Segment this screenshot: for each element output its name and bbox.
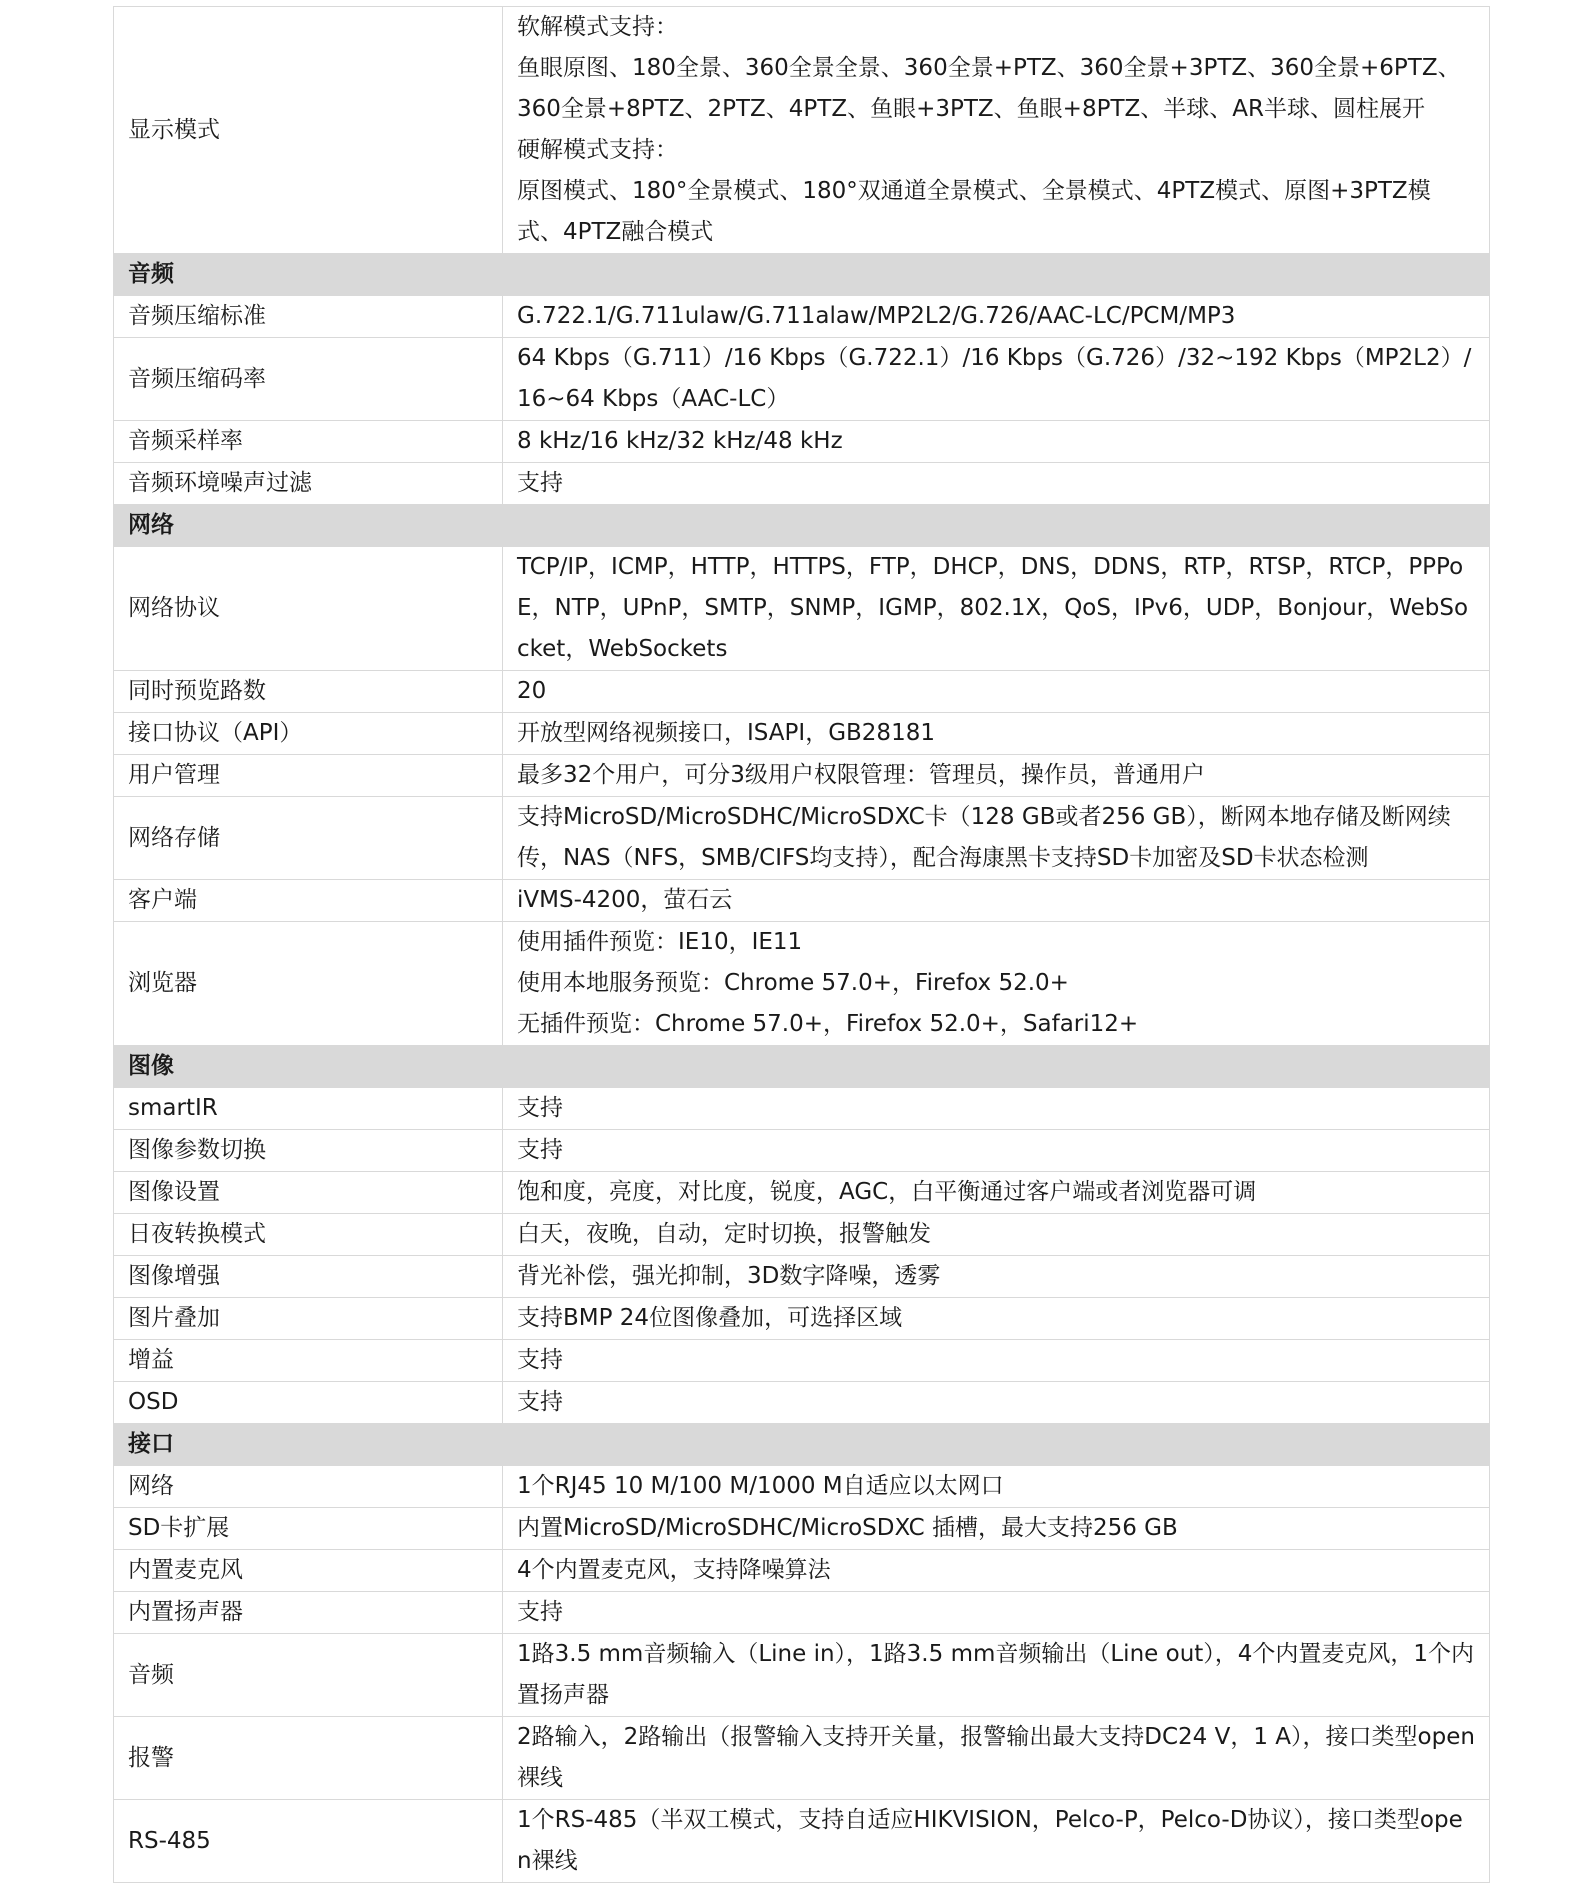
spec-value-line: 4个内置麦克风，支持降噪算法: [517, 1557, 831, 1583]
spec-row: [114, 1130, 1490, 1172]
spec-value: [503, 797, 1490, 880]
spec-value: [503, 1466, 1490, 1508]
spec-value: [503, 7, 1490, 254]
spec-label: 音频压缩标准: [114, 296, 503, 338]
spec-value-line: 开放型网络视频接口，ISAPI，GB28181: [517, 720, 935, 746]
spec-row: [114, 463, 1490, 505]
spec-value-line: 64 Kbps（G.711）/16 Kbps（G.722.1）/16 Kbps（G.726）/32~192 Kbps（MP2L2）/16~64 Kbps（AAC-LC）: [517, 345, 1472, 412]
spec-label: smartIR: [114, 1088, 503, 1130]
spec-value-line: 8 kHz/16 kHz/32 kHz/48 kHz: [517, 428, 843, 454]
spec-value-line: 支持: [517, 1137, 563, 1163]
spec-value: [503, 1256, 1490, 1298]
spec-label: 客户端: [114, 880, 503, 922]
spec-value: [503, 1298, 1490, 1340]
spec-row: [114, 1088, 1490, 1130]
spec-label: 用户管理: [114, 755, 503, 797]
spec-value: [503, 463, 1490, 505]
spec-label: SD卡扩展: [114, 1508, 503, 1550]
spec-sheet: [113, 6, 1475, 1883]
spec-label: 网络存储: [114, 797, 503, 880]
section-title: 接口: [114, 1424, 1490, 1466]
section-title: 音频: [114, 254, 1490, 296]
spec-label: 浏览器: [114, 922, 503, 1046]
spec-value: [503, 338, 1490, 421]
spec-value: [503, 1214, 1490, 1256]
section-header-row: [114, 505, 1490, 547]
spec-label: OSD: [114, 1382, 503, 1424]
spec-value-line: 支持: [517, 1347, 563, 1373]
spec-row: [114, 1340, 1490, 1382]
spec-value-line: 支持: [517, 1095, 563, 1121]
spec-row: [114, 755, 1490, 797]
spec-row: [114, 797, 1490, 880]
spec-value-line: 原图模式、180°全景模式、180°双通道全景模式、全景模式、4PTZ模式、原图+3PTZ模式、4PTZ融合模式: [517, 178, 1431, 245]
spec-label: 图像增强: [114, 1256, 503, 1298]
spec-label: 接口协议（API）: [114, 713, 503, 755]
spec-value-line: 1个RJ45 10 M/100 M/1000 M自适应以太网口: [517, 1473, 1004, 1499]
spec-value-line: 1路3.5 mm音频输入（Line in），1路3.5 mm音频输出（Line out），4个内置麦克风，1个内置扬声器: [517, 1641, 1475, 1708]
spec-label: 增益: [114, 1340, 503, 1382]
spec-value-line: 1个RS-485（半双工模式，支持自适应HIKVISION，Pelco-P，Pelco-D协议），接口类型open裸线: [517, 1807, 1463, 1874]
spec-row: [114, 1172, 1490, 1214]
spec-table-body: [114, 7, 1490, 1883]
section-title: 图像: [114, 1046, 1490, 1088]
spec-label: 图像参数切换: [114, 1130, 503, 1172]
spec-value-line: 白天，夜晚，自动，定时切换，报警触发: [517, 1221, 931, 1247]
spec-value-line: 支持: [517, 1389, 563, 1415]
spec-label: 音频环境噪声过滤: [114, 463, 503, 505]
spec-value: [503, 1382, 1490, 1424]
spec-label: RS-485: [114, 1800, 503, 1883]
spec-label: 音频压缩码率: [114, 338, 503, 421]
spec-row: [114, 1717, 1490, 1800]
spec-value: [503, 880, 1490, 922]
spec-row: [114, 421, 1490, 463]
spec-value: [503, 421, 1490, 463]
spec-value-line: 软解模式支持：: [517, 14, 678, 40]
spec-label: 网络: [114, 1466, 503, 1508]
spec-value: [503, 1508, 1490, 1550]
spec-row: [114, 1634, 1490, 1717]
spec-value: [503, 296, 1490, 338]
spec-label: 音频采样率: [114, 421, 503, 463]
spec-value: [503, 922, 1490, 1046]
section-header-row: [114, 1046, 1490, 1088]
section-header-row: [114, 254, 1490, 296]
spec-row: [114, 338, 1490, 421]
spec-row: [114, 880, 1490, 922]
spec-row: [114, 1298, 1490, 1340]
spec-label: 网络协议: [114, 547, 503, 671]
spec-label: 报警: [114, 1717, 503, 1800]
spec-value-line: 支持BMP 24位图像叠加，可选择区域: [517, 1305, 903, 1331]
spec-label: 内置扬声器: [114, 1592, 503, 1634]
spec-row: [114, 7, 1490, 254]
spec-row: [114, 1466, 1490, 1508]
spec-value-line: 支持MicroSD/MicroSDHC/MicroSDXC卡（128 GB或者256 GB），断网本地存储及断网续传，NAS（NFS，SMB/CIFS均支持），配合海康黑卡支持SD卡加密及SD卡状态检测: [517, 804, 1451, 871]
section-title: 网络: [114, 505, 1490, 547]
spec-value: [503, 713, 1490, 755]
spec-value: [503, 1340, 1490, 1382]
spec-row: [114, 1214, 1490, 1256]
spec-row: [114, 1550, 1490, 1592]
spec-value-line: 鱼眼原图、180全景、360全景全景、360全景+PTZ、360全景+3PTZ、360全景+6PTZ、360全景+8PTZ、2PTZ、4PTZ、鱼眼+3PTZ、鱼眼+8PTZ、半球、AR半球、圆柱展开: [517, 55, 1461, 122]
spec-label: 同时预览路数: [114, 671, 503, 713]
spec-value: [503, 1130, 1490, 1172]
spec-row: [114, 1382, 1490, 1424]
spec-value-line: TCP/IP，ICMP，HTTP，HTTPS，FTP，DHCP，DNS，DDNS，RTP，RTSP，RTCP，PPPoE，NTP，UPnP，SMTP，SNMP，IGMP，802.1X，QoS，IPv6，UDP，Bonjour，WebSocket，WebSockets: [517, 554, 1469, 662]
spec-value-line: 内置MicroSD/MicroSDHC/MicroSDXC 插槽，最大支持256 GB: [517, 1515, 1178, 1541]
spec-row: [114, 671, 1490, 713]
spec-value: [503, 1550, 1490, 1592]
spec-value: [503, 671, 1490, 713]
spec-label: 日夜转换模式: [114, 1214, 503, 1256]
spec-row: [114, 547, 1490, 671]
spec-row: [114, 922, 1490, 1046]
spec-value-line: 20: [517, 678, 547, 704]
spec-value-line: iVMS-4200，萤石云: [517, 887, 733, 913]
spec-row: [114, 296, 1490, 338]
spec-label: 显示模式: [114, 7, 503, 254]
spec-value-line: G.722.1/G.711ulaw/G.711alaw/MP2L2/G.726/AAC-LC/PCM/MP3: [517, 303, 1236, 329]
spec-value: [503, 1634, 1490, 1717]
spec-row: [114, 1592, 1490, 1634]
spec-value: [503, 1592, 1490, 1634]
spec-label: 图像设置: [114, 1172, 503, 1214]
spec-label: 内置麦克风: [114, 1550, 503, 1592]
spec-value: [503, 547, 1490, 671]
spec-label: 音频: [114, 1634, 503, 1717]
spec-row: [114, 1256, 1490, 1298]
spec-value-line: 支持: [517, 1599, 563, 1625]
spec-value-line: 2路输入，2路输出（报警输入支持开关量，报警输出最大支持DC24 V，1 A），接口类型open裸线: [517, 1724, 1475, 1791]
spec-value-line: 使用本地服务预览：Chrome 57.0+，Firefox 52.0+: [517, 970, 1069, 996]
spec-row: [114, 713, 1490, 755]
spec-value: [503, 755, 1490, 797]
section-header-row: [114, 1424, 1490, 1466]
spec-value-line: 饱和度，亮度，对比度，锐度，AGC，白平衡通过客户端或者浏览器可调: [517, 1179, 1257, 1205]
spec-value-line: 硬解模式支持：: [517, 137, 678, 163]
spec-value: [503, 1800, 1490, 1883]
spec-value-line: 支持: [517, 470, 563, 496]
spec-value-line: 背光补偿，强光抑制，3D数字降噪，透雾: [517, 1263, 941, 1289]
spec-label: 图片叠加: [114, 1298, 503, 1340]
spec-table: [113, 6, 1490, 1883]
spec-value: [503, 1172, 1490, 1214]
spec-value-line: 无插件预览：Chrome 57.0+，Firefox 52.0+，Safari12+: [517, 1011, 1139, 1037]
spec-value-line: 使用插件预览：IE10，IE11: [517, 929, 803, 955]
spec-row: [114, 1800, 1490, 1883]
spec-value-line: 最多32个用户，可分3级用户权限管理：管理员，操作员，普通用户: [517, 762, 1205, 788]
spec-row: [114, 1508, 1490, 1550]
spec-value: [503, 1717, 1490, 1800]
spec-value: [503, 1088, 1490, 1130]
